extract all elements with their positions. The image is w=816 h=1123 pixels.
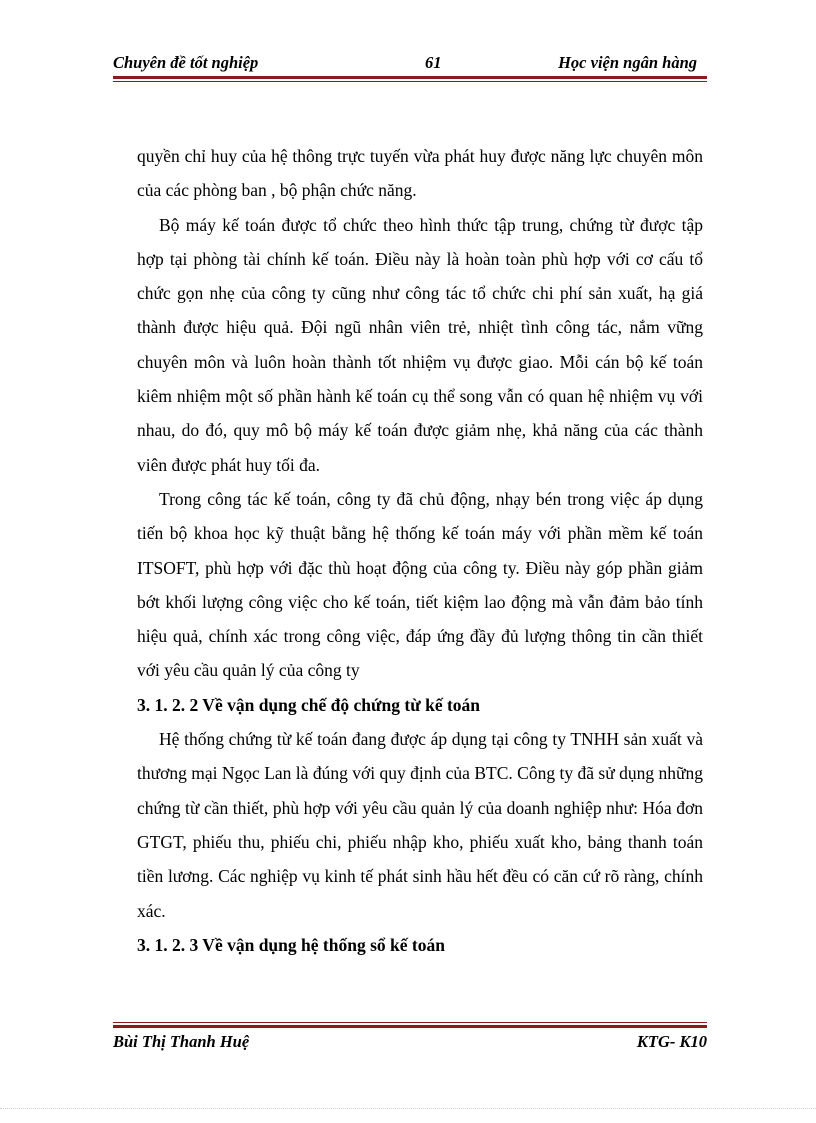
header-divider: [113, 76, 707, 82]
section-heading-vouchers: 3. 1. 2. 2 Về vận dụng chế độ chứng từ kế toán: [137, 694, 481, 715]
main-content: [137, 139, 703, 962]
page-number: 61: [425, 53, 442, 72]
footer-class-code: KTG- K10: [636, 1032, 707, 1051]
paragraph-continuation: quyền chỉ huy của hệ thông trực tuyến vừa phát huy được năng lực chuyên môn của các phòng ban , bộ phận chức năng.: [137, 146, 703, 201]
page-bottom-edge: [0, 1108, 816, 1109]
footer-author: Bùi Thị Thanh Huệ: [113, 1032, 250, 1051]
footer-divider: [113, 1022, 707, 1028]
paragraph-accounting-structure: Bộ máy kế toán được tổ chức theo hình thức tập trung, chứng từ được tập hợp tại phòng tài chính kế toán. Điều này là hoàn toàn phù hợp với cơ cấu tổ chức gọn nhẹ của công ty cũng như công tác tổ chức chi phí sản xuất, hạ giá thành được hiệu quả. Đội ngũ nhân viên trẻ, nhiệt tình công tác, nắm vững chuyên môn và luôn hoàn thành tốt nhiệm vụ được giao. Mỗi cán bộ kế toán kiêm nhiệm một số phần hành kế toán cụ thể song vẫn có quan hệ nhiệm vụ với nhau, do đó, quy mô bộ máy kế toán được giảm nhẹ, khả năng của các thành viên được phát huy tối đa.: [137, 214, 703, 475]
section-heading-ledgers: 3. 1. 2. 3 Về vận dụng hệ thống sổ kế toán: [137, 934, 445, 955]
page-header: [113, 50, 707, 76]
paragraph-vouchers: Hệ thống chứng từ kế toán đang được áp dụng tại công ty TNHH sản xuất và thương mại Ngọc Lan là đúng với quy định của BTC. Công ty đã sử dụng những chứng từ cần thiết, phù hợp với yêu cầu quản lý của doanh nghiệp như: Hóa đơn GTGT, phiếu thu, phiếu chi, phiếu nhập kho, phiếu xuất kho, bảng thanh toán tiền lương. Các nghiệp vụ kinh tế phát sinh hầu hết đều có căn cứ rõ ràng, chính xác.: [137, 729, 703, 921]
paragraph-accounting-software: Trong công tác kế toán, công ty đã chủ động, nhạy bén trong việc áp dụng tiến bộ khoa học kỹ thuật bằng hệ thống kế toán máy với phần mềm kế toán ITSOFT, phù hợp với đặc thù hoạt động của công ty. Điều này góp phần giảm bớt khối lượng công việc cho kế toán, tiết kiệm lao động mà vẫn đảm bảo tính hiệu quả, chính xác trong công việc, đáp ứng đầy đủ lượng thông tin cần thiết với yêu cầu quản lý của công ty: [137, 488, 703, 681]
header-document-type: Chuyên đề tốt nghiệp: [113, 53, 259, 72]
page-footer: [113, 1030, 707, 1056]
header-institution: Học viện ngân hàng: [558, 53, 697, 72]
